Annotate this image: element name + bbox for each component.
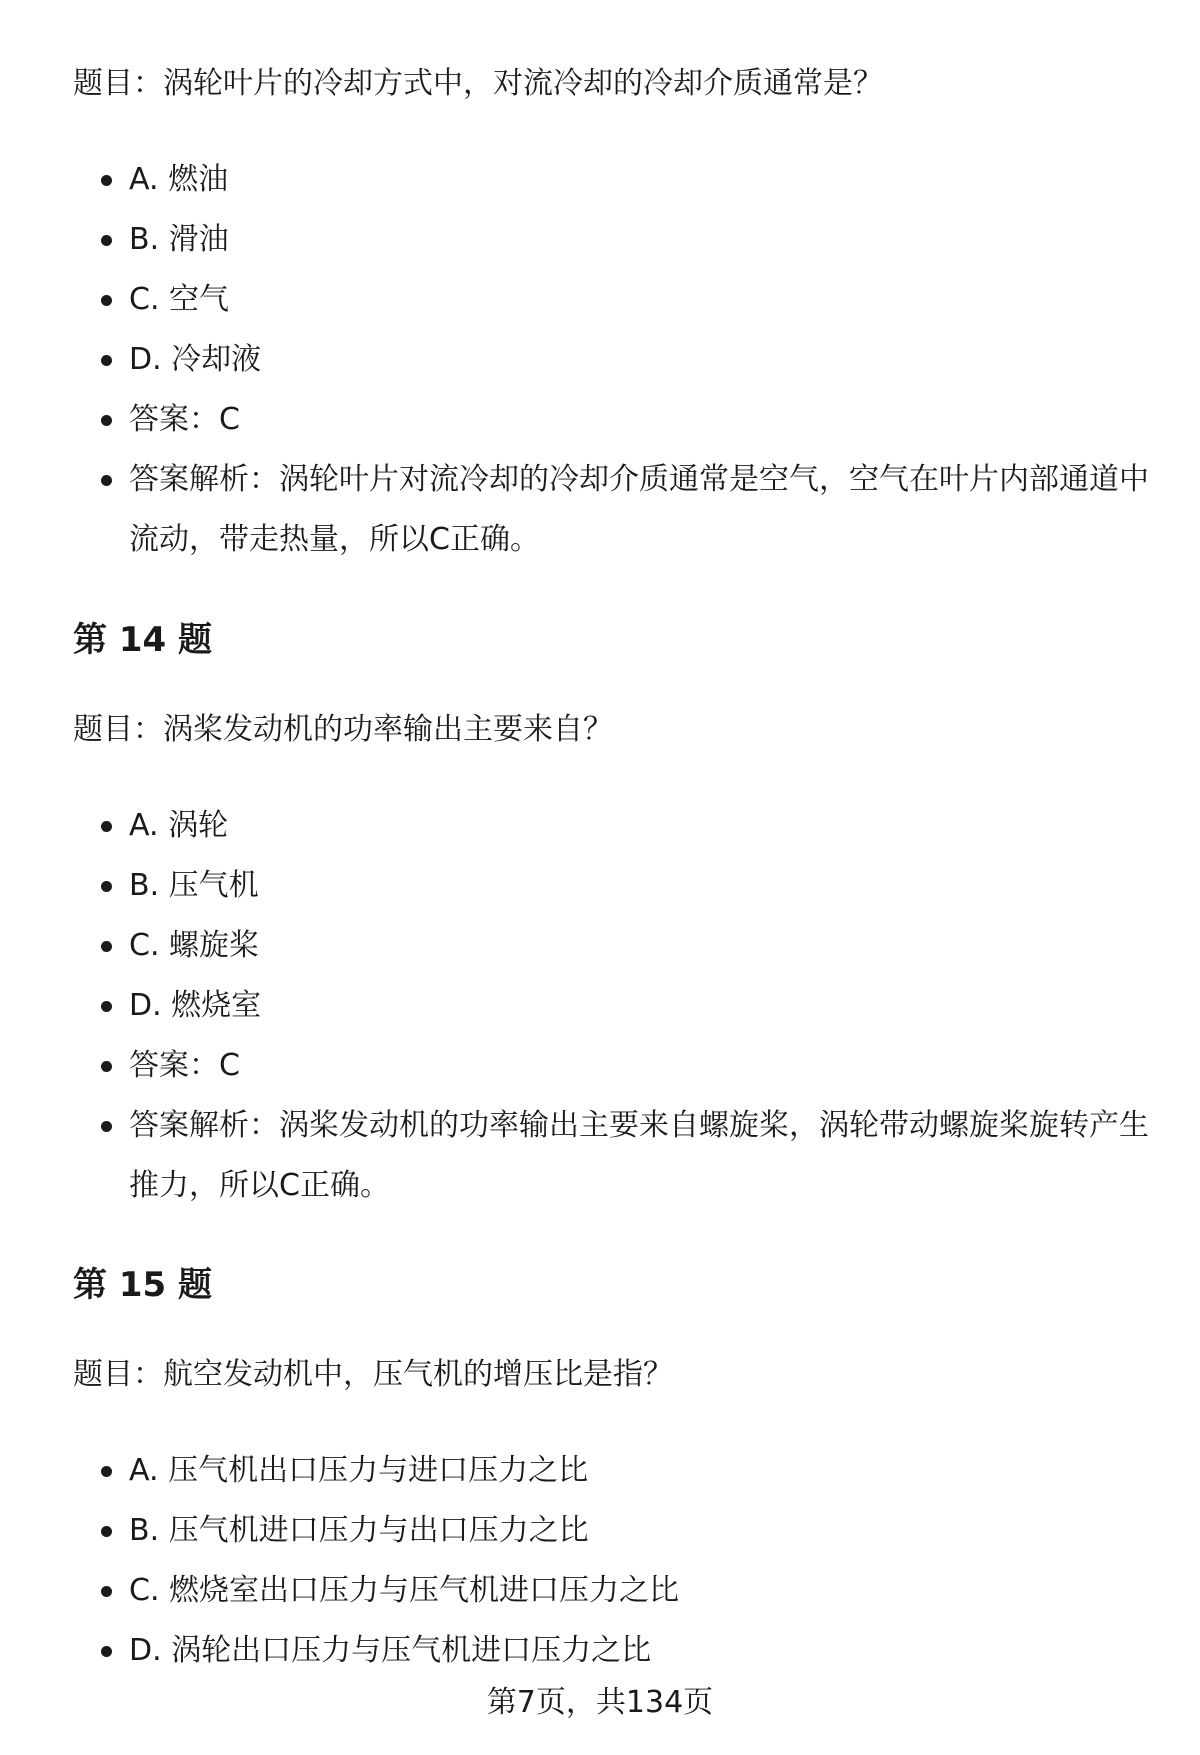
list-item [73,1621,1153,1681]
list-item [73,270,1153,330]
list-item [73,976,1153,1036]
bullet-icon [101,175,112,186]
option-d: D. 涡轮出口压力与压气机进口压力之比 [129,1633,652,1668]
list-item [73,210,1153,270]
bullet-icon [101,1001,112,1012]
question-heading: 第 14 题 [73,620,212,660]
option-c: C. 燃烧室出口压力与压气机进口压力之比 [129,1573,680,1608]
options-list [73,150,1153,570]
option-b: B. 压气机进口压力与出口压力之比 [129,1513,589,1548]
option-c: C. 空气 [129,282,230,317]
options-list [73,796,1153,1216]
question-text: 题目：航空发动机中，压气机的增压比是指？ [73,1357,673,1392]
bullet-icon [101,1121,112,1132]
bullet-icon [101,1646,112,1657]
bullet-icon [101,1061,112,1072]
option-d: D. 燃烧室 [129,988,262,1023]
answer: 答案：C [129,1048,240,1083]
question-text: 题目：涡桨发动机的功率输出主要来自？ [73,712,613,747]
option-d: D. 冷却液 [129,342,262,377]
list-item [73,1501,1153,1561]
bullet-icon [101,235,112,246]
question-heading: 第 15 题 [73,1265,212,1305]
list-item [73,916,1153,976]
option-b: B. 压气机 [129,868,259,903]
bullet-icon [101,1586,112,1597]
answer-explanation: 答案解析：涡桨发动机的功率输出主要来自螺旋桨，涡轮带动螺旋桨旋转产生推力，所以C正确。 [129,1108,1149,1203]
bullet-icon [101,1526,112,1537]
bullet-icon [101,295,112,306]
answer: 答案：C [129,402,240,437]
bullet-icon [101,881,112,892]
bullet-icon [101,475,112,486]
list-item [73,450,1153,570]
list-item [73,856,1153,916]
list-item [73,1441,1153,1501]
option-a: A. 压气机出口压力与进口压力之比 [129,1453,589,1488]
page-number-footer: 第7页，共134页 [486,1685,714,1720]
option-a: A. 涡轮 [129,808,229,843]
list-item [73,1561,1153,1621]
options-list [73,1441,1153,1681]
option-b: B. 滑油 [129,222,229,257]
bullet-icon [101,1466,112,1477]
list-item [73,150,1153,210]
list-item [73,390,1153,450]
answer-explanation: 答案解析：涡轮叶片对流冷却的冷却介质通常是空气，空气在叶片内部通道中流动，带走热量，所以C正确。 [129,462,1149,557]
option-a: A. 燃油 [129,162,229,197]
list-item [73,1096,1153,1216]
list-item [73,330,1153,390]
bullet-icon [101,355,112,366]
bullet-icon [101,415,112,426]
option-c: C. 螺旋桨 [129,928,260,963]
list-item [73,796,1153,856]
question-text: 题目：涡轮叶片的冷却方式中，对流冷却的冷却介质通常是？ [73,66,883,101]
bullet-icon [101,821,112,832]
bullet-icon [101,941,112,952]
list-item [73,1036,1153,1096]
